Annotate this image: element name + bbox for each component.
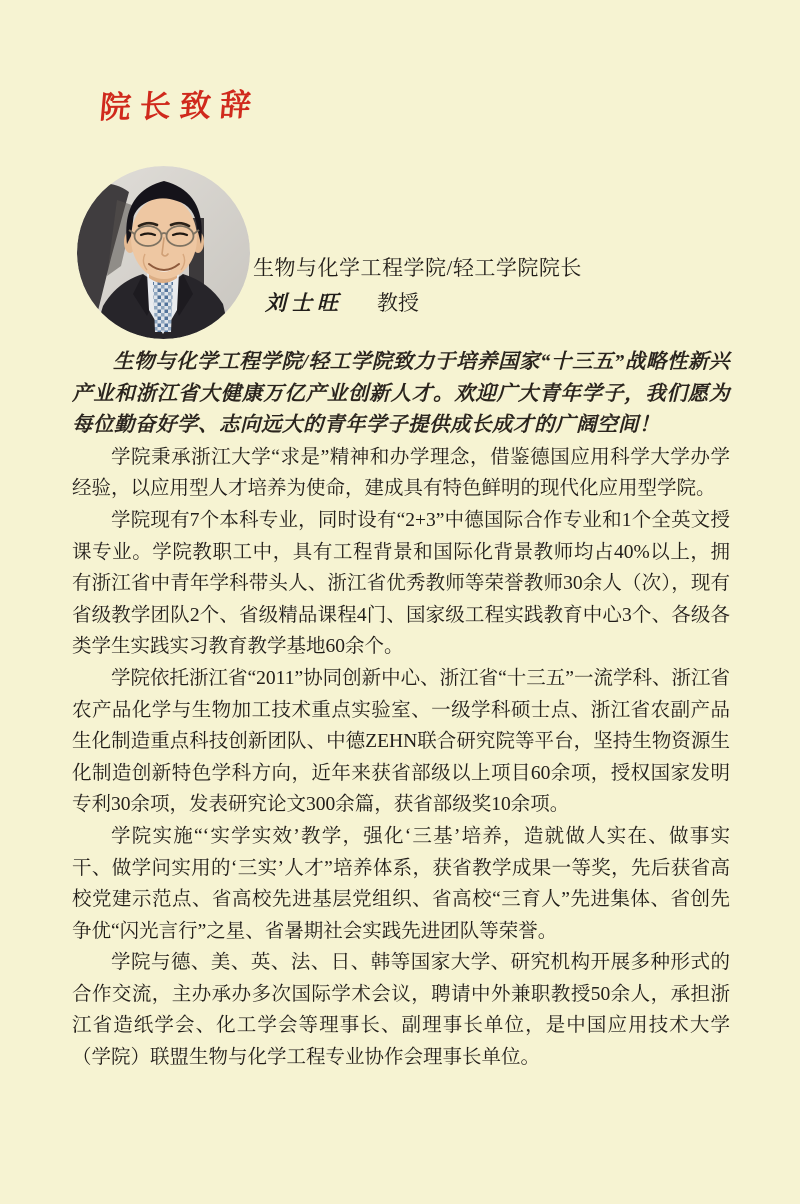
body-paragraph: 学院秉承浙江大学“求是”精神和办学理念，借鉴德国应用科学大学办学经验，以应用型人才培养为使命，建成具有特色鲜明的现代化应用型学院。 [72,446,730,500]
dean-position-title: 生物与化学工程学院/轻工学院院长 [253,256,582,280]
body-paragraph: 学院依托浙江省“2011”协同创新中心、浙江省“十三五”一流学科、浙江省农产品化学与生物加工技术重点实验室、一级学科硕士点、浙江省农副产品生化制造重点科技创新团队、中德ZEHN联合研究院等平台，坚持生物资源生化制造创新特色学科方向，近年来获省部级以上项目60余项，授权国家发明专利30余项，发表研究论文300余篇，获省部级奖10余项。 [72,667,730,816]
page-title: 院长致辞 [98,87,262,125]
dean-name: 刘士旺 [265,291,343,315]
dean-message-body [72,347,730,1074]
body-paragraph: 学院实施“‘实学实效’教学，强化‘三基’培养，造就做人实在、做事实干、做学问实用的‘三实’人才”培养体系，获省教学成果一等奖，先后获省高校党建示范点、省高校先进基层党组织、省高校“三育人”先进集体、省创先争优“闪光言行”之星、省暑期社会实践先进团队等荣誉。 [72,825,730,942]
body-paragraph: 学院与德、美、英、法、日、韩等国家大学、研究机构开展多种形式的合作交流，主办承办多次国际学术会议，聘请中外兼职教授50余人，承担浙江省造纸学会、化工学会等理事长、副理事长单位，是中国应用技术大学（学院）联盟生物与化学工程专业协作会理事长单位。 [72,952,730,1069]
dean-name-line [265,287,419,317]
dean-photo [77,166,250,339]
dean-degree: 教授 [377,291,419,315]
body-paragraph: 学院现有7个本科专业，同时设有“2+3”中德国际合作专业和1个全英文授课专业。学院教职工中，具有工程背景和国际化背景教师均占40%以上，拥有浙江省中青年学科带头人、浙江省优秀教师等荣誉教师30余人（次），现有省级教学团队2个、省级精品课程4门、国家级工程实践教育中心3个、各级各类学生实践实习教育教学基地60余个。 [72,509,730,658]
dean-portrait-icon [77,166,250,339]
welcome-message-paragraph: 生物与化学工程学院/轻工学院致力于培养国家“十三五”战略性新兴产业和浙江省大健康万亿产业创新人才。欢迎广大青年学子，我们愿为每位勤奋好学、志向远大的青年学子提供成长成才的广阔空间！ [72,351,730,437]
